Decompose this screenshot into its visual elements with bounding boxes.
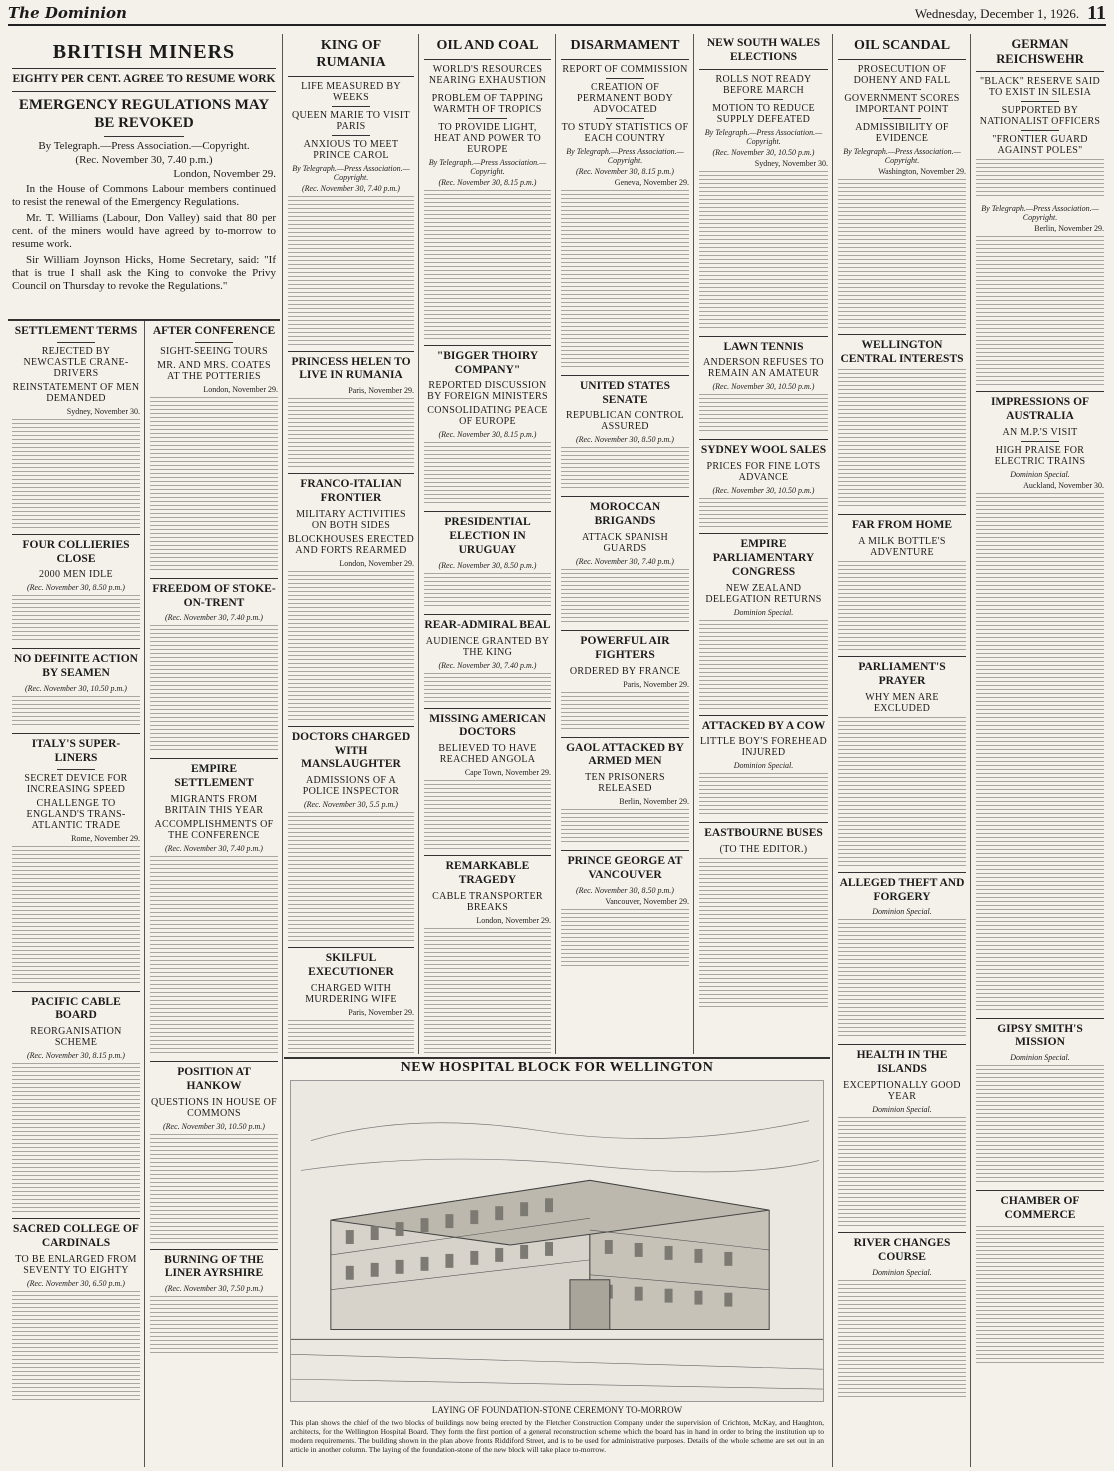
deck: (TO THE EDITOR.) [719, 844, 808, 856]
article-text [288, 398, 414, 468]
special-line: Dominion Special. [872, 1104, 932, 1114]
column-8 [972, 34, 1108, 1467]
article-text [150, 1296, 278, 1356]
article-text [699, 394, 828, 434]
headline-theft-forgery: ALLEGED THEFT AND FORGERY [839, 876, 965, 903]
received-line: (Rec. November 30, 8.15 p.m.) [27, 1051, 125, 1061]
received-line: (Rec. November 30, 5.5 p.m.) [304, 800, 398, 810]
received-line: (Rec. November 30, 10.50 p.m.) [712, 486, 815, 496]
deck: BELIEVED TO HAVE REACHED ANGOLA [438, 743, 537, 766]
article-text [976, 159, 1104, 199]
deck: QUESTIONS IN HOUSE OF COMMONS [150, 1096, 278, 1119]
column-rule [693, 34, 694, 1054]
article-text [699, 620, 828, 710]
article-text [424, 442, 551, 506]
deck: LITTLE BOY'S FOREHEAD INJURED [700, 736, 827, 759]
article-text [976, 1226, 1104, 1366]
received-line: (Rec. November 30, 7.40 p.m.) [302, 183, 400, 193]
headline-wool-sales: SYDNEY WOOL SALES [700, 444, 827, 457]
credit-line: By Telegraph.—Press Association.—Copyright. [843, 146, 961, 165]
deck: WHY MEN ARE EXCLUDED [865, 691, 939, 714]
headline-cow: ATTACKED BY A COW [701, 719, 826, 732]
article-text [424, 190, 551, 340]
deck: BLOCKHOUSES ERECTED AND FORTS REARMED [288, 533, 414, 556]
deck: CONSOLIDATING PEACE OF EUROPE [427, 405, 548, 428]
headline-bigger-company: "BIGGER THOIRY COMPANY" [436, 349, 539, 376]
article-text [561, 190, 689, 370]
dateline: London, November 29. [339, 558, 414, 568]
deck: SECRET DEVICE FOR INCREASING SPEED [24, 772, 128, 795]
article-text [838, 369, 966, 509]
feature-caption: LAYING OF FOUNDATION-STONE CEREMONY TO-MORROW [431, 1405, 683, 1415]
deck: CHARGED WITH MURDERING WIFE [305, 982, 397, 1005]
subheadline: EMERGENCY REGULATIONS MAY BE REVOKED [18, 96, 270, 131]
dateline: Geneva, November 29. [614, 177, 689, 187]
headline-pacific-cable: PACIFIC CABLE BOARD [31, 995, 121, 1022]
received-line: (Rec. November 30, 8.15 p.m.) [576, 166, 674, 176]
article-text [976, 236, 1104, 386]
headline-cardinals: SACRED COLLEGE OF CARDINALS [13, 1223, 139, 1249]
deck: ROLLS NOT READY BEFORE MARCH [715, 73, 812, 96]
received-line: (Rec. November 30, 8.15 p.m.) [438, 177, 537, 187]
dateline: Cape Town, November 29. [464, 768, 551, 778]
deck: EXCEPTIONALLY GOOD YEAR [843, 1079, 961, 1102]
headline-german-reichswehr: GERMAN REICHSWEHR [996, 37, 1084, 66]
article-text [288, 571, 414, 721]
masthead [8, 4, 1106, 26]
dateline: London, November 29. [173, 167, 276, 180]
credit-line: By Telegraph.—Press Association.—Copyright. [428, 157, 547, 176]
column-4 [420, 34, 555, 1054]
article-text [288, 812, 414, 942]
column-7 [834, 34, 970, 1467]
article-text [150, 856, 278, 1056]
paragraph: In the House of Commons Labour members continued to resist the renewal of the Emergency Regulations. [12, 182, 276, 208]
credit-line: By Telegraph.—Press Association.—Copyright. [704, 127, 823, 146]
headline-wellington-central: WELLINGTON CENTRAL INTERESTS [840, 338, 964, 365]
deck: MIGRANTS FROM BRITAIN THIS YEAR [164, 793, 264, 816]
received-line: (Rec. November 30, 7.40 p.m.) [576, 556, 674, 566]
headline-after-conference: AFTER CONFERENCE [152, 325, 276, 337]
deck: AN M.P.'S VISIT [1002, 426, 1078, 438]
headline-eastbourne-buses: EASTBOURNE BUSES [704, 827, 823, 840]
feature-description: This plan shows the chief of the two blocks of buildings now being erected by the Fletcher Construction Company under the supervision of Crichton, McKay, and Haughton, architects, for the Wellington Hospital Board. They form the first portion of a general reconstruction scheme which the board has in hand in order to bring the institution up to modern requirements. The building shown in the plan above fronts Riddiford Street, and is to be used for administrative purposes. Details of the whole scheme are set out in an article in another column. The laying of the foundation-stone of the new block will take place to-morrow. [290, 1418, 824, 1454]
headline-franco-italian: FRANCO-ITALIAN FRONTIER [300, 478, 402, 504]
column-rule [418, 34, 419, 1054]
column-rule [970, 34, 971, 1467]
column-2 [146, 322, 282, 1468]
article-text [838, 1280, 966, 1400]
headline-ayrshire: BURNING OF THE LINER AYRSHIRE [164, 1253, 264, 1280]
deck: REPUBLICAN CONTROL ASSURED [566, 410, 684, 433]
deck: REPORTED DISCUSSION BY FOREIGN MINISTERS [427, 380, 548, 403]
headline-nsw-elections: NEW SOUTH WALES ELECTIONS [706, 37, 821, 63]
special-line: Dominion Special. [872, 907, 932, 917]
special-line: Dominion Special. [733, 761, 794, 771]
deck: "BLACK" RESERVE SAID TO EXIST IN SILESIA [979, 76, 1101, 98]
paragraph: Mr. T. Williams (Labour, Don Valley) said that 80 per cent. of the miners would have agreed by to-morrow to resume work. [12, 211, 276, 250]
headline-princess-helen: PRINCESS HELEN TO LIVE IN RUMANIA [291, 355, 411, 382]
headline-doctors: DOCTORS CHARGED WITH MANSLAUGHTER [291, 730, 411, 771]
headline-impressions-australia: IMPRESSIONS OF AUSTRALIA [990, 396, 1090, 422]
article-text [699, 171, 828, 331]
headline-missing-doctors: MISSING AMERICAN DOCTORS [429, 712, 546, 739]
deck: ACCOMPLISHMENTS OF THE CONFERENCE [154, 818, 274, 841]
deck: TO BE ENLARGED FROM SEVENTY TO EIGHTY [15, 1253, 137, 1276]
deck: QUEEN MARIE TO VISIT PARIS [292, 109, 410, 132]
deck: EIGHTY PER CENT. AGREE TO RESUME WORK [12, 73, 276, 85]
article-text [150, 625, 278, 753]
received-line: (Rec. November 30, 7.40 p.m.) [165, 613, 263, 623]
deck: A MILK BOTTLE'S ADVENTURE [858, 536, 946, 559]
received-line: (Rec. November 30, 7.40 p.m.) [75, 153, 213, 166]
dateline: London, November 29. [203, 384, 278, 394]
article-text [699, 858, 828, 1008]
article-text [424, 928, 551, 1054]
received-line: (Rec. November 30, 10.50 p.m.) [163, 1121, 265, 1131]
headline-parliamentary-congress: EMPIRE PARLIAMENTARY CONGRESS [712, 538, 815, 578]
received-line: (Rec. November 30, 8.50 p.m.) [576, 885, 674, 895]
article-text [150, 1134, 278, 1244]
article-text [838, 561, 966, 651]
deck: CHALLENGE TO ENGLAND'S TRANS-ATLANTIC TRADE [26, 797, 126, 831]
deck: ATTACK SPANISH GUARDS [581, 531, 669, 554]
article-text [424, 780, 551, 850]
deck: GOVERNMENT SCORES IMPORTANT POINT [844, 92, 960, 115]
article-text [424, 673, 551, 703]
headline: BRITISH MINERS [52, 41, 236, 63]
dateline: London, November 29. [476, 915, 551, 925]
received-line: (Rec. November 30, 8.50 p.m.) [576, 435, 674, 445]
headline-seamen: NO DEFINITE ACTION BY SEAMEN [14, 653, 138, 680]
headline-italy-liners: ITALY'S SUPER-LINERS [31, 737, 121, 764]
received-line: (Rec. November 30, 8.50 p.m.) [438, 560, 537, 570]
paragraph: Sir William Joynson Hicks, Home Secretary, said: "If that is true I shall ask the King to convoke the Privy Council on Thursday to revoke the Regulations." [12, 253, 276, 292]
deck: NEW ZEALAND DELEGATION RETURNS [705, 582, 822, 605]
deck: MOTION TO REDUCE SUPPLY DEFEATED [712, 102, 815, 125]
article-text [699, 498, 828, 528]
headline-hankow: POSITION AT HANKOW [177, 1065, 251, 1092]
headline-disarmament: DISARMAMENT [570, 38, 680, 53]
deck: ADMISSIBILITY OF EVIDENCE [855, 121, 949, 144]
deck: CREATION OF PERMANENT BODY ADVOCATED [577, 81, 673, 115]
headline-oil-and-coal: OIL AND COAL [436, 38, 539, 53]
article-text [12, 419, 140, 529]
lead-article-british-miners [8, 34, 280, 318]
dateline: Berlin, November 29. [1034, 224, 1104, 233]
deck: ADMISSIONS OF A POLICE INSPECTOR [302, 775, 400, 798]
received-line: (Rec. November 30, 10.50 p.m.) [712, 382, 815, 392]
article-text [12, 696, 140, 728]
headline-settlement-terms: SETTLEMENT TERMS [14, 325, 138, 337]
received-line: (Rec. November 30, 8.50 p.m.) [27, 583, 125, 593]
article-text [12, 1063, 140, 1213]
issue-date: Wednesday, December 1, 1926. [914, 6, 1080, 21]
article-text [561, 569, 689, 625]
paper-name: The Dominion [8, 4, 127, 22]
deck: ANDERSON REFUSES TO REMAIN AN AMATEUR [703, 357, 824, 380]
deck: REINSTATEMENT OF MEN DEMANDED [12, 381, 140, 404]
received-line: (Rec. November 30, 10.50 p.m.) [712, 147, 815, 157]
deck: AUDIENCE GRANTED BY THE KING [425, 635, 550, 658]
building-drawing-icon [291, 1081, 823, 1401]
deck: CABLE TRANSPORTER BREAKS [432, 890, 543, 913]
deck: REORGANISATION SCHEME [30, 1026, 122, 1049]
deck: 2000 MEN IDLE [39, 569, 113, 581]
article-text [561, 809, 689, 845]
deck: ANXIOUS TO MEET PRINCE CAROL [303, 138, 399, 161]
article-text [838, 1117, 966, 1227]
special-line: Dominion Special. [1010, 469, 1070, 479]
credit-line: By Telegraph.—Press Association.—Copyright. [292, 163, 410, 182]
article-text [838, 179, 966, 329]
deck: ORDERED BY FRANCE [569, 665, 681, 677]
dateline: Auckland, November 30. [1023, 480, 1104, 490]
headline-parliaments-prayer: PARLIAMENT'S PRAYER [858, 661, 946, 687]
headline-empire-settlement: EMPIRE SETTLEMENT [174, 763, 254, 790]
article-text [838, 717, 966, 867]
headline-air-fighters: POWERFUL AIR FIGHTERS [580, 634, 670, 661]
column-3 [284, 34, 418, 1054]
deck: LIFE MEASURED BY WEEKS [301, 80, 401, 103]
headline-health-islands: HEALTH IN THE ISLANDS [856, 1049, 948, 1076]
received-line: (Rec. November 30, 7.40 p.m.) [438, 660, 537, 670]
headline-uruguay: PRESIDENTIAL ELECTION IN URUGUAY [444, 516, 531, 556]
column-1 [8, 322, 144, 1468]
deck: PROBLEM OF TAPPING WARMTH OF TROPICS [431, 92, 544, 115]
dateline: Vancouver, November 29. [605, 896, 689, 906]
headline-freedom-stoke: FREEDOM OF STOKE-ON-TRENT [152, 582, 276, 609]
dateline: Washington, November 29. [878, 166, 966, 176]
deck: WORLD'S RESOURCES NEARING EXHAUSTION [428, 63, 547, 86]
deck: SUPPORTED BY NATIONALIST OFFICERS [979, 105, 1101, 127]
dateline: Sydney, November 30. [754, 158, 828, 168]
headline-us-senate: UNITED STATES SENATE [579, 379, 670, 406]
deck: TO STUDY STATISTICS OF EACH COUNTRY [561, 121, 689, 144]
hospital-feature [284, 1060, 830, 1468]
headline-gipsy-smith: GIPSY SMITH'S MISSION [997, 1022, 1083, 1049]
article-text [288, 1020, 414, 1054]
dateline: Rome, November 29. [71, 833, 140, 843]
hospital-illustration [290, 1080, 824, 1402]
column-rule [555, 34, 556, 1054]
column-6 [695, 34, 832, 1054]
headline-far-from-home: FAR FROM HOME [851, 519, 953, 532]
column-rule [282, 34, 283, 1467]
headline-lawn-tennis: LAWN TENNIS [723, 340, 804, 353]
headline-gaol-attacked: GAOL ATTACKED BY ARMED MEN [566, 741, 684, 768]
special-line: Dominion Special. [1010, 1053, 1070, 1063]
credit-line: By Telegraph.—Press Association.—Copyright. [981, 204, 1099, 222]
article-text [561, 692, 689, 732]
headline-tragedy: REMARKABLE TRAGEDY [445, 860, 530, 886]
deck: MR. AND MRS. COATES AT THE POTTERIES [157, 359, 271, 382]
special-line: Dominion Special. [733, 607, 794, 617]
headline-executioner: SKILFUL EXECUTIONER [308, 952, 394, 978]
headline-king-rumania: KING OF RUMANIA [316, 38, 386, 70]
article-text [12, 595, 140, 643]
article-text [12, 1291, 140, 1401]
deck: HIGH PRAISE FOR ELECTRIC TRAINS [994, 444, 1086, 467]
section-rule [284, 1057, 830, 1059]
article-text [12, 846, 140, 986]
dateline: Sydney, November 30. [66, 406, 140, 416]
column-5 [557, 34, 693, 1054]
credit-line: By Telegraph.—Press Association.—Copyright. [38, 139, 250, 152]
dateline: Paris, November 29. [348, 386, 414, 396]
headline-river-course: RIVER CHANGES COURSE [853, 1236, 951, 1263]
deck: TO PROVIDE LIGHT, HEAT AND POWER TO EUROPE [433, 121, 542, 155]
received-line: (Rec. November 30, 6.50 p.m.) [27, 1278, 125, 1288]
article-text [561, 447, 689, 491]
article-text [699, 773, 828, 817]
section-rule [8, 319, 280, 321]
deck: REJECTED BY NEWCASTLE CRANE-DRIVERS [23, 345, 129, 379]
deck: SIGHT-SEEING TOURS [160, 345, 268, 357]
article-text [838, 919, 966, 1039]
dateline: Berlin, November 29. [619, 797, 689, 807]
received-line: (Rec. November 30, 7.40 p.m.) [165, 843, 263, 853]
feature-title: NEW HOSPITAL BLOCK FOR WELLINGTON [400, 1060, 714, 1075]
article-text [976, 493, 1104, 1013]
deck: TEN PRISONERS RELEASED [585, 772, 665, 795]
page-number: 11 [1087, 2, 1106, 24]
dateline: Paris, November 29. [623, 679, 689, 689]
received-line: (Rec. November 30, 8.15 p.m.) [438, 430, 537, 440]
article-text [424, 573, 551, 609]
article-text [976, 1065, 1104, 1185]
article-text [561, 909, 689, 969]
credit-line: By Telegraph.—Press Association.—Copyright. [566, 146, 684, 165]
deck: PRICES FOR FINE LOTS ADVANCE [706, 461, 821, 484]
received-line: (Rec. November 30, 10.50 p.m.) [25, 683, 127, 693]
headline-chamber-commerce: CHAMBER OF COMMERCE [1000, 1195, 1080, 1221]
headline-four-collieries: FOUR COLLIERIES CLOSE [22, 538, 130, 565]
column-rule [144, 320, 145, 1467]
headline-moroccan-brigands: MOROCCAN BRIGANDS [589, 501, 661, 528]
article-text [288, 196, 414, 346]
article-text [150, 397, 278, 573]
column-rule [832, 34, 833, 1467]
dateline: Paris, November 29. [348, 1007, 414, 1017]
headline-rear-admiral: REAR-ADMIRAL BEAL [424, 618, 551, 631]
deck: MILITARY ACTIVITIES ON BOTH SIDES [296, 508, 406, 531]
deck: "FRONTIER GUARD AGAINST POLES" [992, 134, 1088, 156]
deck: REPORT OF COMMISSION [562, 63, 688, 75]
received-line: (Rec. November 30, 7.50 p.m.) [165, 1284, 263, 1294]
headline-prince-george: PRINCE GEORGE AT VANCOUVER [567, 855, 683, 881]
deck: PROSECUTION OF DOHENY AND FALL [853, 63, 951, 86]
headline-oil-scandal: OIL SCANDAL [853, 38, 951, 53]
special-line: Dominion Special. [872, 1267, 932, 1277]
